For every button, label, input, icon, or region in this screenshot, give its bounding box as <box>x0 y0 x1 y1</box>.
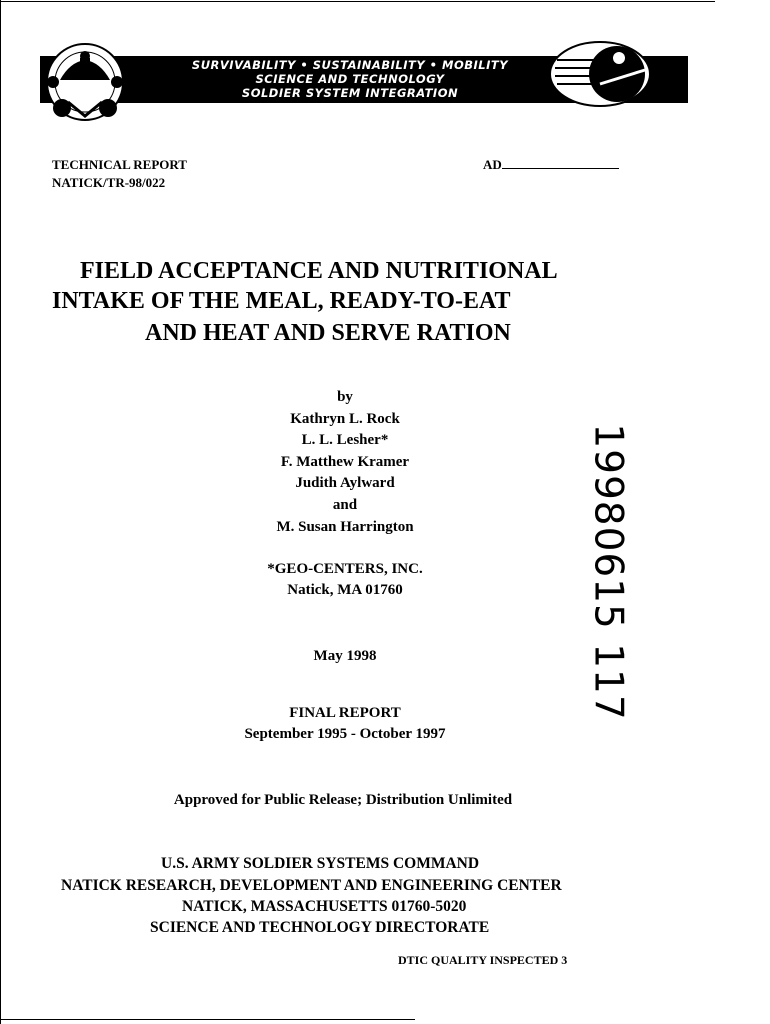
accession-stamp <box>583 423 633 721</box>
author-block <box>200 387 490 538</box>
affiliation-block <box>125 559 565 601</box>
org-line-3: NATICK, MASSACHUSETTS 01760-5020 <box>182 898 467 915</box>
affiliation-name: *GEO-CENTERS, INC. <box>267 561 423 577</box>
report-period: September 1995 - October 1997 <box>244 726 446 742</box>
report-type: TECHNICAL REPORT <box>52 157 187 172</box>
final-report-block <box>125 703 565 745</box>
ad-number-field <box>483 156 619 174</box>
org-line-2: NATICK RESEARCH, DEVELOPMENT AND ENGINEERING CENTER <box>61 877 562 894</box>
author-name: M. Susan Harrington <box>276 518 414 535</box>
title-line-3: AND HEAT AND SERVE RATION <box>145 320 511 346</box>
org-line-1: U.S. ARMY SOLDIER SYSTEMS COMMAND <box>161 855 480 872</box>
top-rule <box>0 1 715 2</box>
banner-line-1: SURVIVABILITY • SUSTAINABILITY • MOBILITY <box>191 58 509 72</box>
final-report-label: FINAL REPORT <box>289 705 401 721</box>
banner-line-2: SCIENCE AND TECHNOLOGY <box>255 72 445 86</box>
title-line-2: INTAKE OF THE MEAL, READY-TO-EAT <box>52 288 511 314</box>
and-label: and <box>332 496 358 513</box>
dtic-quality-stamp: DTIC QUALITY INSPECTED 3 <box>398 953 568 967</box>
author-name: Judith Aylward <box>295 475 395 492</box>
report-date: May 1998 <box>313 648 377 664</box>
distribution-statement: Approved for Public Release; Distribution Unlimited <box>173 792 513 808</box>
soldier-rifle-emblem-right-icon <box>545 40 655 108</box>
author-name: L. L. Lesher* <box>301 432 389 449</box>
ad-blank-line <box>502 156 619 169</box>
author-name: Kathryn L. Rock <box>290 410 400 427</box>
report-id-block <box>52 156 187 192</box>
left-rule <box>0 0 1 1024</box>
org-line-4: SCIENCE AND TECHNOLOGY DIRECTORATE <box>150 919 490 936</box>
author-name: F. Matthew Kramer <box>280 453 410 470</box>
by-label: by <box>337 389 353 405</box>
ad-label: AD <box>483 157 502 172</box>
report-number: NATICK/TR-98/022 <box>52 175 166 190</box>
bottom-rule <box>0 1019 415 1020</box>
affiliation-location: Natick, MA 01760 <box>287 582 403 598</box>
accession-number: 19980615 117 <box>585 423 631 721</box>
title-line-1: FIELD ACCEPTANCE AND NUTRITIONAL <box>80 258 558 284</box>
banner-line-3: SOLDIER SYSTEM INTEGRATION <box>241 86 459 100</box>
banner-text <box>150 58 550 100</box>
soldier-emblem-left-icon <box>40 40 130 126</box>
